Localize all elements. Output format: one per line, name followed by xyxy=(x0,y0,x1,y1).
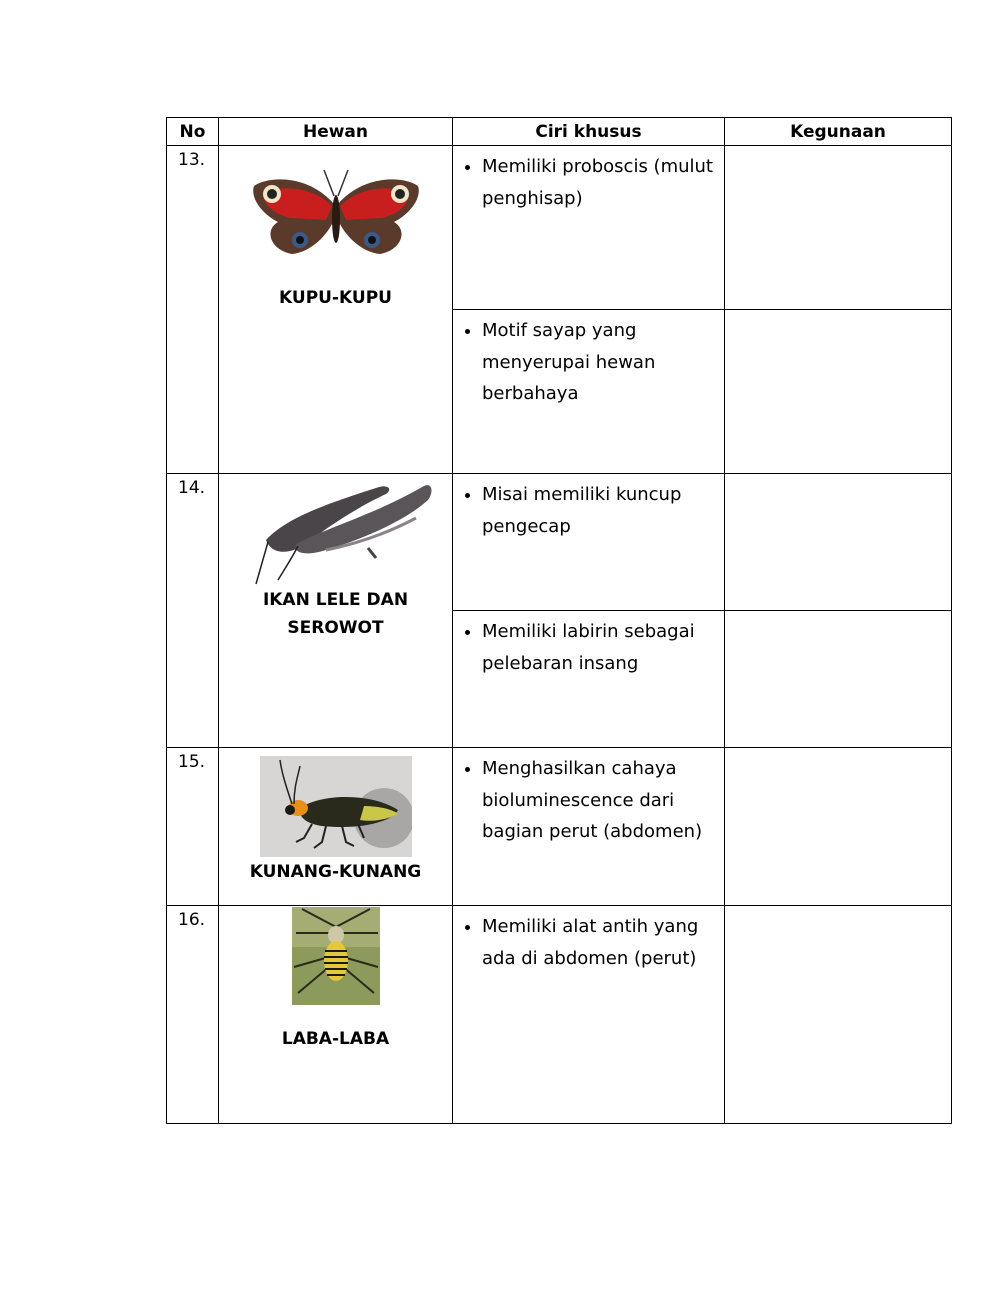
row-number: 14. xyxy=(167,474,219,748)
catfish-image xyxy=(236,478,436,588)
table-row xyxy=(167,474,952,611)
row-number: 15. xyxy=(167,748,219,906)
row-number: 13. xyxy=(167,146,219,474)
animal-cell xyxy=(219,748,453,906)
ciri-cell xyxy=(453,611,725,748)
header-row xyxy=(167,118,952,146)
header-hewan: Hewan xyxy=(219,118,453,146)
ciri-cell xyxy=(453,906,725,1124)
header-ciri: Ciri khusus xyxy=(453,118,725,146)
animal-cell xyxy=(219,474,453,748)
ciri-item: • Motif sayap yang menyerupai hewan berbahaya xyxy=(482,315,716,410)
kegunaan-cell[interactable] xyxy=(725,146,952,310)
firefly-image xyxy=(260,756,412,857)
animal-name: IKAN LELE DAN SEROWOT xyxy=(262,590,409,638)
table-row xyxy=(167,748,952,906)
kegunaan-cell[interactable] xyxy=(725,474,952,611)
ciri-item: • Memiliki proboscis (mulut penghisap) xyxy=(482,151,716,214)
ciri-item: • Menghasilkan cahaya bioluminescence dari bagian perut (abdomen) xyxy=(482,753,716,848)
ciri-cell xyxy=(453,146,725,310)
ciri-item: • Memiliki alat antih yang ada di abdomen (perut) xyxy=(482,911,716,974)
kegunaan-cell[interactable] xyxy=(725,310,952,474)
animal-name: KUNANG-KUNANG xyxy=(249,862,422,882)
header-kegunaan: Kegunaan xyxy=(725,118,952,146)
header-no: No xyxy=(167,118,219,146)
row-number: 16. xyxy=(167,906,219,1124)
ciri-cell xyxy=(453,474,725,611)
animal-name: LABA-LABA xyxy=(281,1029,390,1049)
spider-image xyxy=(292,907,380,1005)
kegunaan-cell[interactable] xyxy=(725,906,952,1124)
ciri-cell xyxy=(453,748,725,906)
ciri-cell xyxy=(453,310,725,474)
animal-cell xyxy=(219,146,453,474)
animal-table xyxy=(166,117,952,1124)
butterfly-image xyxy=(248,164,424,264)
animal-cell xyxy=(219,906,453,1124)
animal-name: KUPU-KUPU xyxy=(279,288,392,308)
kegunaan-cell[interactable] xyxy=(725,748,952,906)
ciri-item: • Memiliki labirin sebagai pelebaran insang xyxy=(482,616,716,679)
table-row xyxy=(167,906,952,1124)
table-row xyxy=(167,146,952,310)
kegunaan-cell[interactable] xyxy=(725,611,952,748)
ciri-item: • Misai memiliki kuncup pengecap xyxy=(482,479,716,542)
